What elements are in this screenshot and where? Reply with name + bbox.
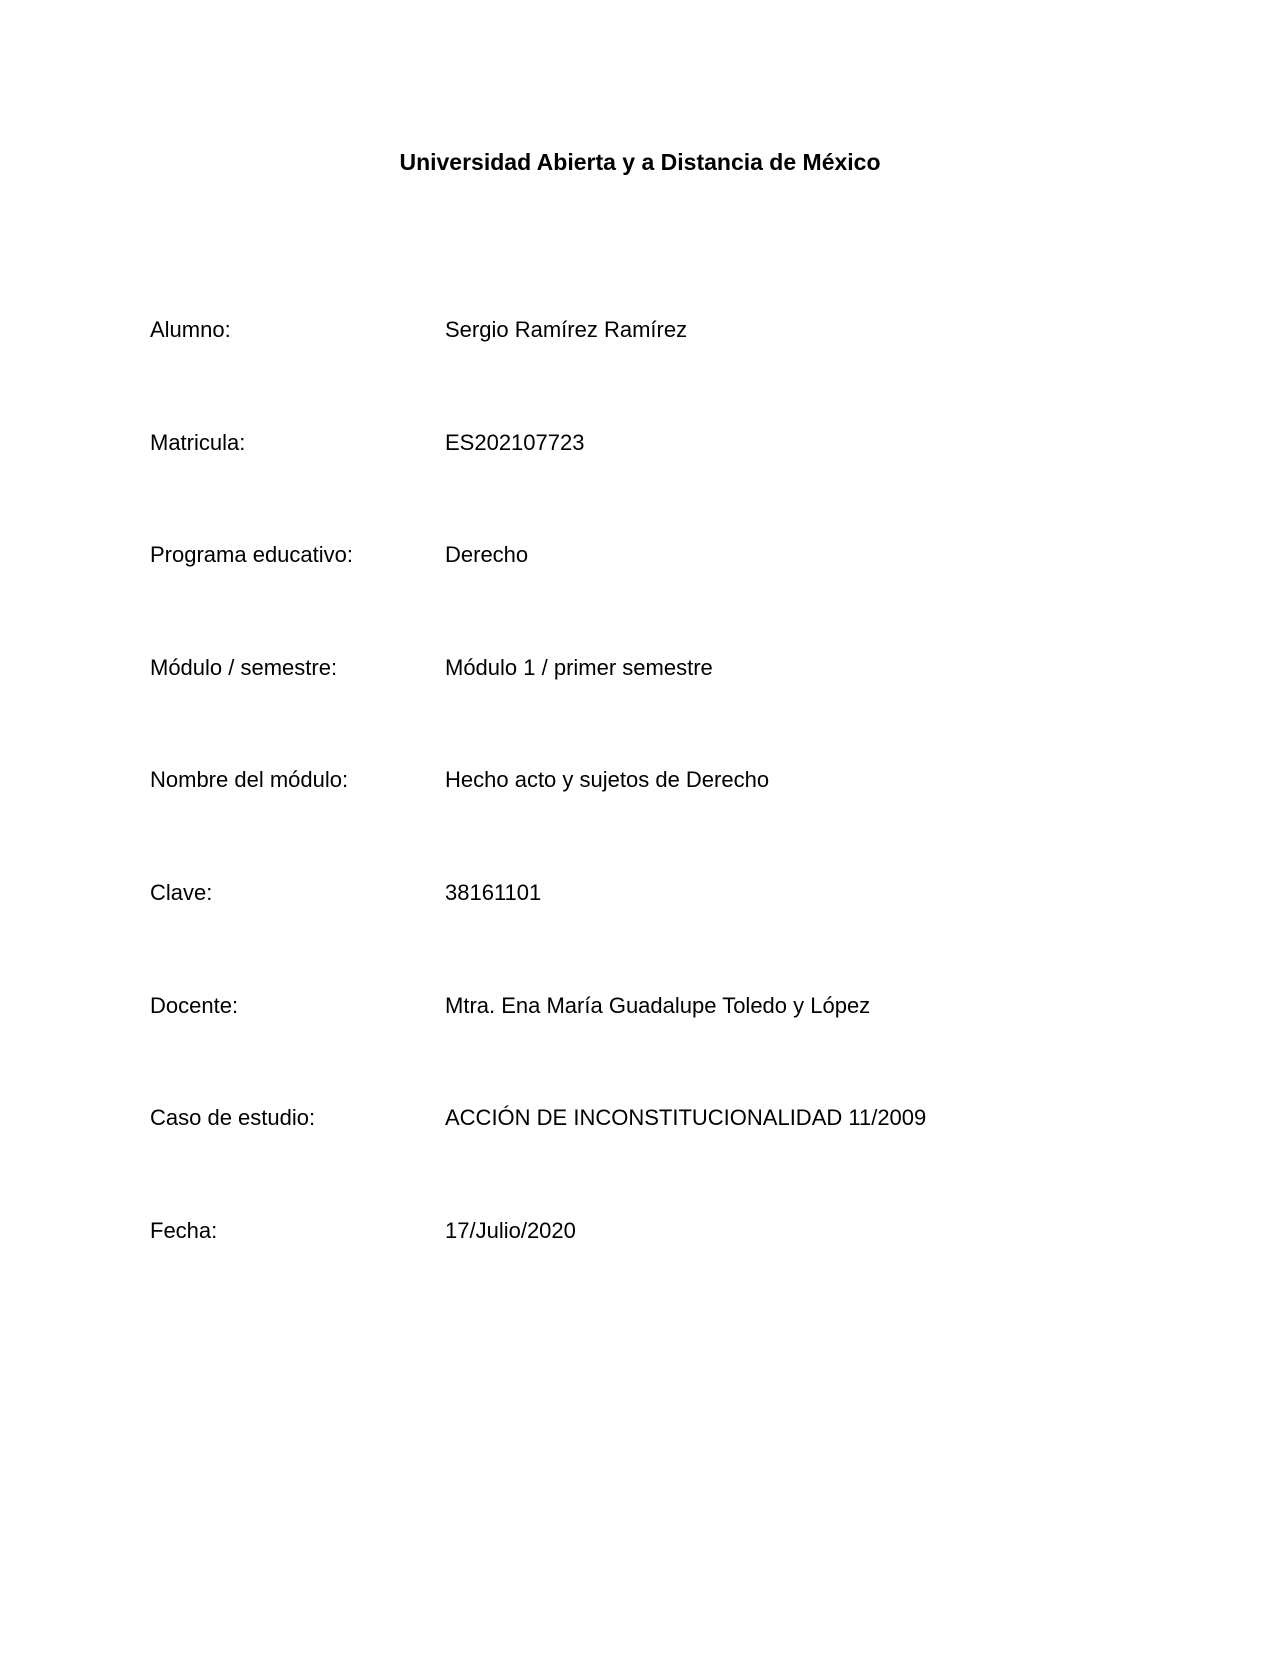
field-value: Módulo 1 / primer semestre: [445, 654, 713, 680]
field-row-modulo-semestre: [150, 654, 1150, 767]
field-label: Programa educativo:: [150, 542, 353, 568]
field-row-fecha: [150, 1217, 1150, 1330]
field-row-caso-estudio: [150, 1104, 1150, 1217]
field-value: Hecho acto y sujetos de Derecho: [445, 767, 770, 793]
field-label: Clave:: [150, 879, 213, 905]
field-row-programa: [150, 541, 1150, 654]
field-row-clave: [150, 879, 1150, 992]
field-label: Caso de estudio:: [150, 1105, 316, 1131]
field-value: Mtra. Ena María Guadalupe Toledo y López: [445, 992, 871, 1018]
field-value: 38161101: [445, 879, 542, 905]
field-label: Fecha:: [150, 1217, 218, 1243]
field-row-matricula: [150, 429, 1150, 542]
document-title: Universidad Abierta y a Distancia de México: [399, 149, 881, 175]
cover-fields: [150, 316, 1150, 1329]
field-label: Nombre del módulo:: [150, 767, 349, 793]
field-label: Docente:: [150, 992, 239, 1018]
field-value: 17/Julio/2020: [445, 1217, 576, 1243]
field-value: ES202107723: [445, 429, 585, 455]
field-row-alumno: [150, 316, 1150, 429]
field-value: Sergio Ramírez Ramírez: [445, 317, 688, 342]
field-row-nombre-modulo: [150, 766, 1150, 879]
field-value: Derecho: [445, 542, 529, 568]
field-label: Módulo / semestre:: [150, 654, 338, 680]
field-value: ACCIÓN DE INCONSTITUCIONALIDAD 11/2009: [445, 1105, 927, 1131]
field-label: Alumno:: [150, 317, 231, 342]
field-row-docente: [150, 992, 1150, 1105]
field-label: Matricula:: [150, 429, 246, 455]
